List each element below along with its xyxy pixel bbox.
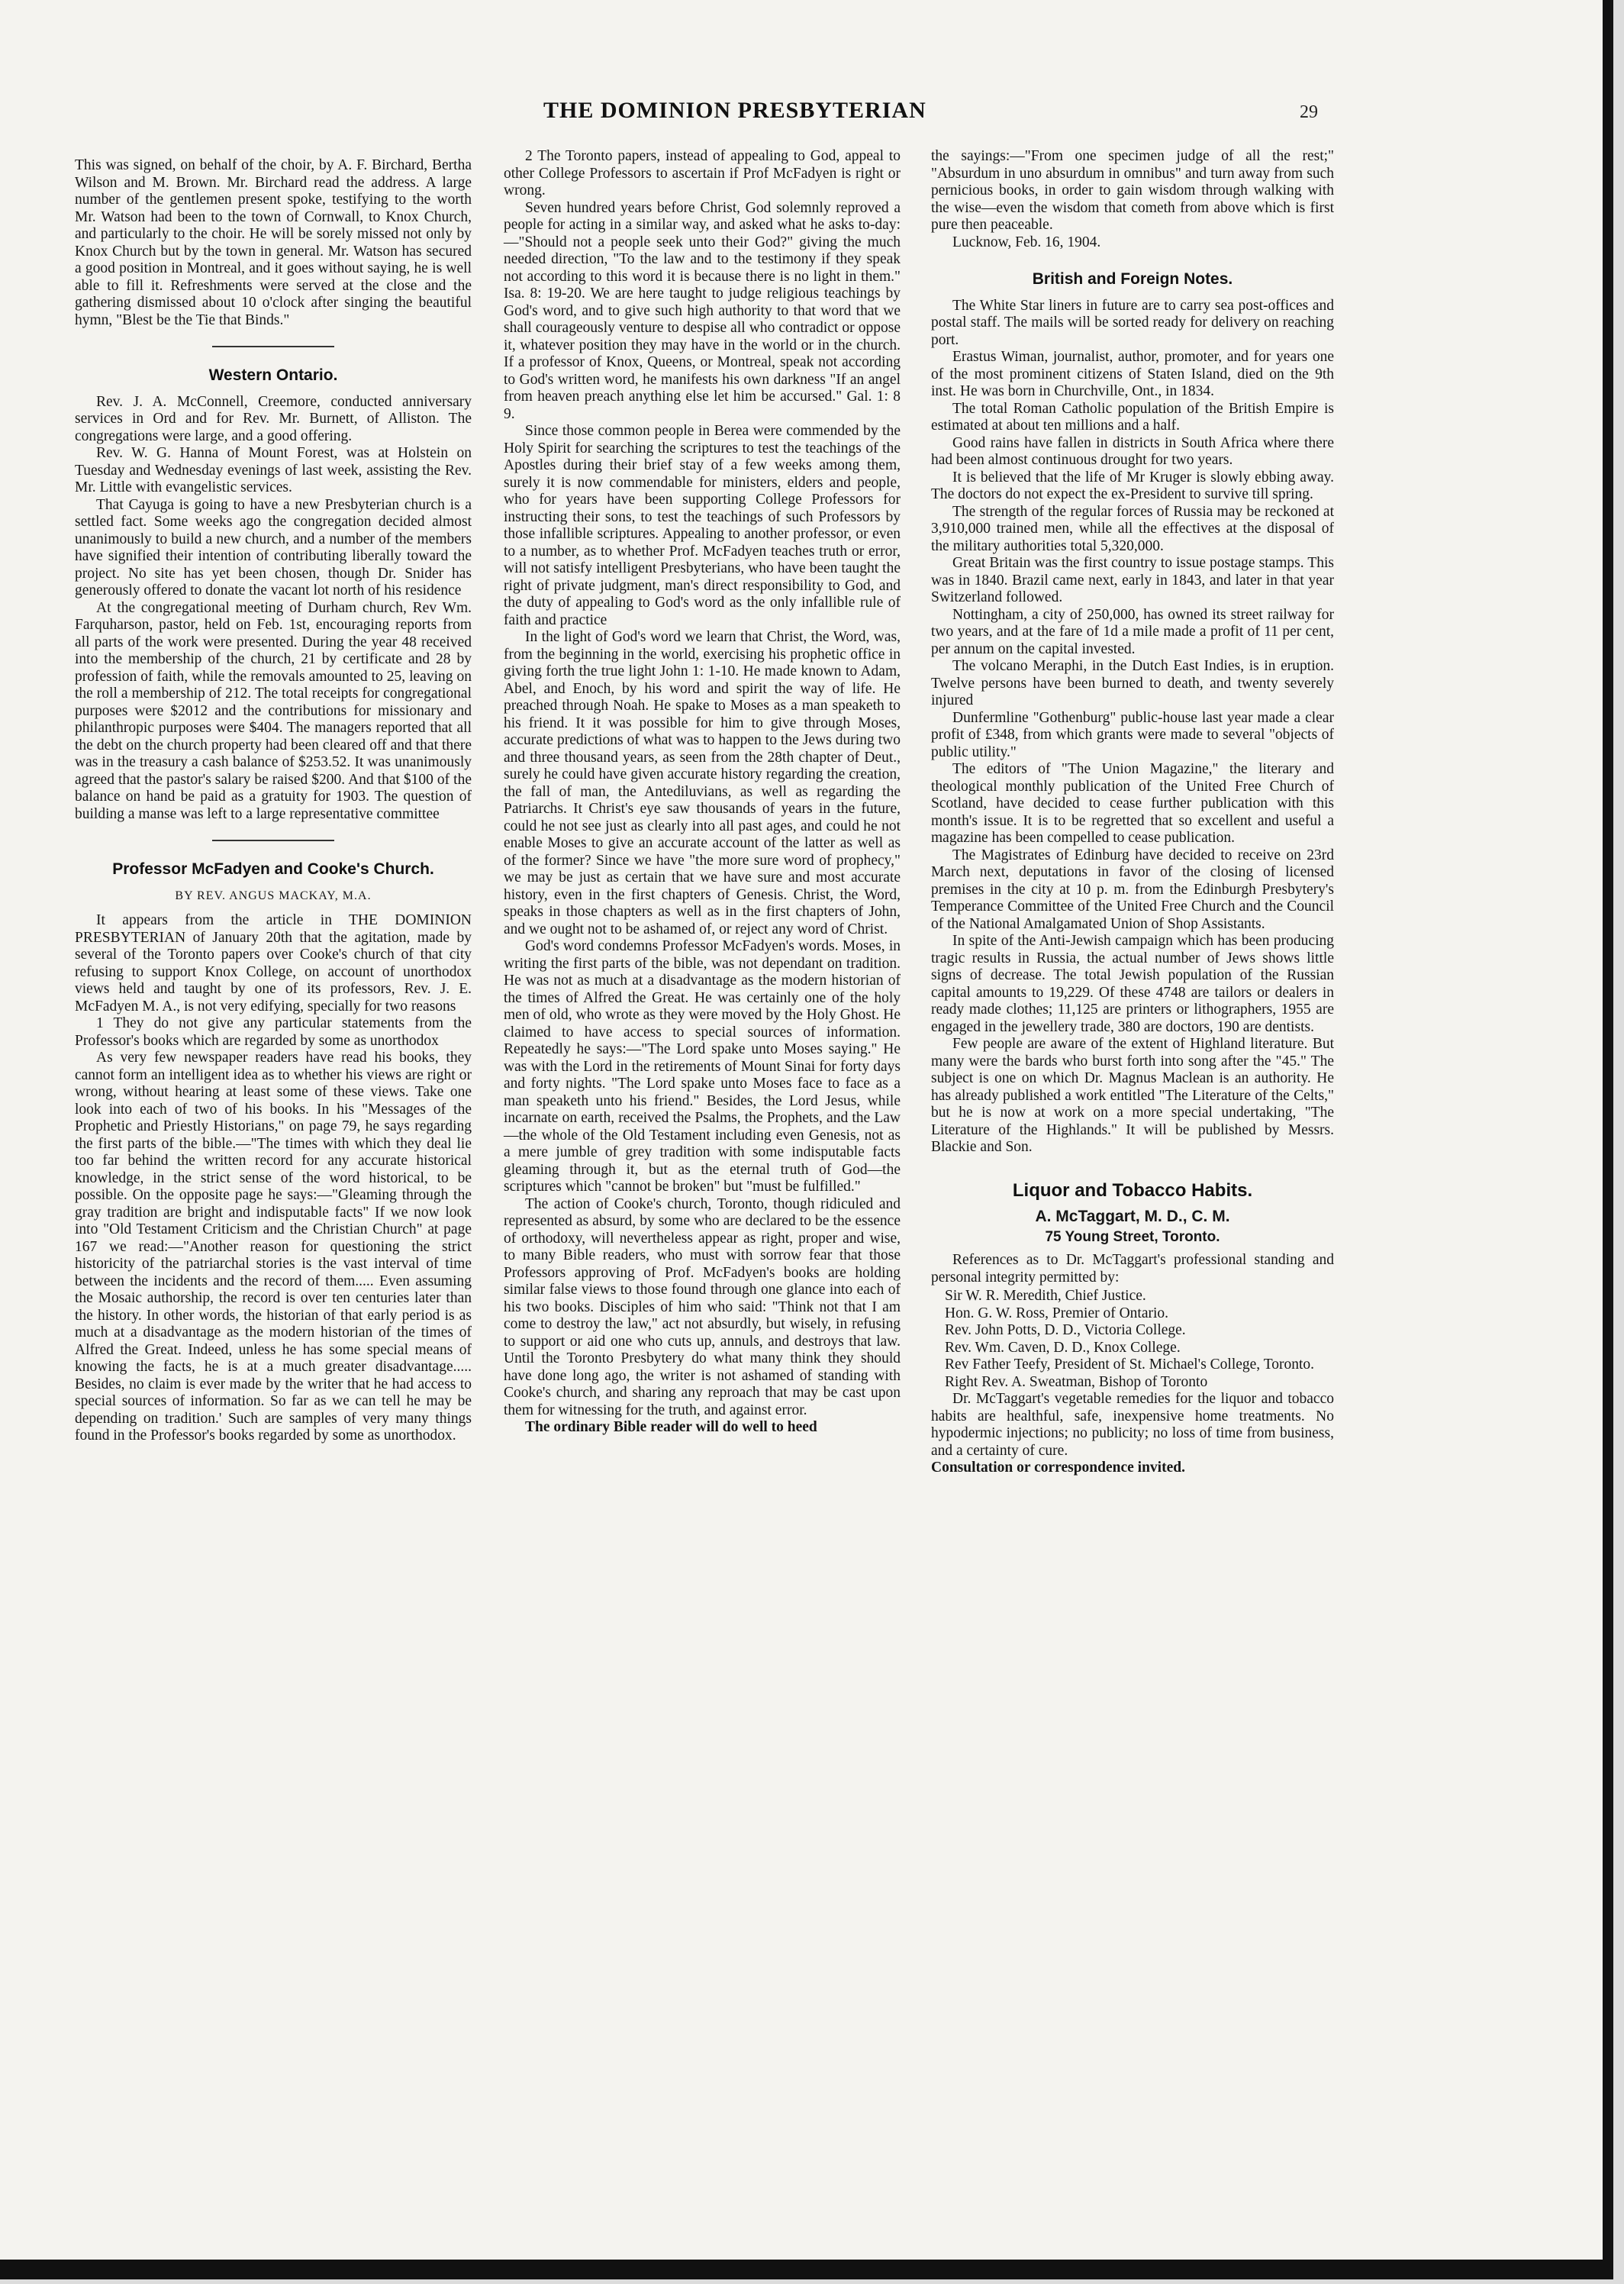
note: Few people are aware of the extent of Highland literature. But many were the bards who burst forth into song after the "45." The subject is one on which Dr. Magnus Maclean is an authority. He has already published a work entitled "The Literature of the Celts," but he is now at work on a more special undertaking, "The Literature of the Highlands." It will be published by Messrs. Blackie and Son. [931,1036,1334,1155]
note: The strength of the regular forces of Russia may be reckoned at 3,910,000 trained men, while all the effectives at the disposal of the military authorities total 5,320,000. [931,503,1334,554]
page-number: 29 [1300,102,1318,122]
paragraph: 2 The Toronto papers, instead of appealing to God, appeal to other College Professors to ascertain if Prof McFadyen is right or wrong. [504,148,901,198]
continuation-paragraph: the sayings:—"From one specimen judge of all the rest;" "Absurdum in uno absurdum in omnibus" and turn away from such pernicious books, in order to gain wisdom through walking with the wise—even the wisdom that cometh from above which is first pure then peaceable. [931,148,1334,233]
note: Erastus Wiman, journalist, author, promoter, and for years one of the most prominent citizens of Staten Island, died on the 9th inst. He was born in Churchville, Ont., in 1834. [931,349,1334,399]
divider-rule [212,346,334,347]
article-title-mcfadyen: Professor McFadyen and Cooke's Church. [112,860,434,878]
paragraph: As very few newspaper readers have read his books, they cannot form an intelligent idea as to whether his views are right or wrong, without hearing at least some of these views. Take one look into each of two of his books. In his "Messages of the Prophetic and Priestly Historians," on page 79, he says regarding the first parts of the bible.—"The times with which they deal lie too far behind the written record for any accurate historical knowledge, in the strict sense of the word historical, to be possible. On the opposite page he says:—"Gleaming through the gray tradition are bright and indisputable facts" If we now look into "Old Testament Criticism and the Christian Church" at page 167 we read:—"Another reason for questioning the strict historicity of the patriarchal stories is the vast interval of time between the incidents and the record of them..... Even assuming the Mosaic authorship, the record is over ten centuries later than the history. In other words, the historian of that early period is as much at a disadvantage as the modern historian of the times of Alfred the Great. Indeed, unless he has some special means of knowing the facts, he is at a much greater disadvantage..... Besides, no claim is ever made by the writer that he had access to special sources of information. So far as we can tell he may be depending on tradition.' Such are samples of very many things found in the Professor's books regarded by some as unorthodox. [75,1050,472,1444]
column-2 [504,148,901,1437]
ad-reference: Sir W. R. Meredith, Chief Justice. [945,1288,1146,1304]
dateline: Lucknow, Feb. 16, 1904. [952,234,1101,250]
section-title-western-ontario: Western Ontario. [208,366,338,384]
paragraph: 1 They do not give any particular statements from the Professor's books which are regarded by some as unorthodox [75,1015,472,1049]
masthead-title: THE DOMINION PRESBYTERIAN [543,98,926,123]
ad-reference: Rev. John Potts, D. D., Victoria College. [945,1322,1186,1338]
note: The Magistrates of Edinburg have decided to receive on 23rd March next, deputations in favor of the closing of licensed premises in the city at 10 p. m. from the Edinburgh Presbytery's Temperance Committee of the United Free Church and the Council of the National Amalgamated Union of Shop Assistants. [931,847,1334,932]
ad-intro: References as to Dr. McTaggart's professional standing and personal integrity permitted by: [931,1252,1334,1286]
paragraph: God's word condemns Professor McFadyen's words. Moses, in writing the first parts of the bible, was not dependant on tradition. He was not as much at a disadvantage as the modern historian of the times of Alfred the Great. He was certainly one of the holy men of old, who wrote as they were moved by the Holy Ghost. He claimed to have access to special sources of information. Repeatedly he says:—"The Lord spake unto Moses saying." He was with the Lord in the retirements of Mount Sinai for forty days and forty nights. "The Lord spake unto Moses face to face as a man speaketh unto his friend." Besides, the Lord Jesus, while incarnate on earth, received the Psalms, the Prophets, and the Law—the whole of the Old Testament including even Genesis, not as a mere jumble of grey tradition with some indisputable facts gleaming through it, but as the eternal truth of God—the scriptures which "cannot be broken" but "must be fulfilled." [504,938,901,1195]
ad-address: 75 Young Street, Toronto. [1045,1228,1220,1245]
note: The White Star liners in future are to carry sea post-offices and postal staff. The mails will be sorted ready for delivery on reaching port. [931,297,1334,348]
ad-reference: Right Rev. A. Sweatman, Bishop of Toronto [945,1373,1208,1390]
paragraph: Seven hundred years before Christ, God solemnly reproved a people for acting in a similar way, and asked what he asks to-day:—"Should not a people seek unto their God?" giving the much needed direction, "To the law and to the testimony if they speak not according to this word it is because there is no light in them." Isa. 8: 19-20. We are here taught to judge religious teachings by God's word, and to give such high authority to that word that we shall courageously venture to despise all who contradict or oppose it, whatever position they may have in the world or in the church. If a professor of Knox, Queens, or Montreal, speak not according to God's written word, he manifests his own darkness "If an angel from heaven preach anything else let him be accursed." Gal. 1: 8 9. [504,199,901,422]
paragraph: Rev. W. G. Hanna of Mount Forest, was at Holstein on Tuesday and Wednesday evenings of last week, assisting the Rev. Mr. Little with evangelistic services. [75,445,472,495]
closing-line: The ordinary Bible reader will do well to heed [525,1419,817,1435]
paragraph: At the congregational meeting of Durham church, Rev Wm. Farquharson, pastor, held on Feb. 1st, encouraging reports from all parts of the work were presented. During the year 48 received into the membership of the church, 21 by certificate and 28 by profession of faith, while the removals amounted to 25, leaving on the roll a membership of 212. The total receipts for congregational purposes were $2012 and the contributions for missionary and philanthropic purposes were $404. The managers reported that all the debt on the church property had been cleared off and that there was in the treasury a cash balance of $253.52. It was unanimously agreed that the pastor's salary be raised $200. And that $100 of the balance on hand be paid as a gratuity for 1903. The question of building a manse was left to a large representative committee [75,599,472,822]
ad-reference: Rev. Wm. Caven, D. D., Knox College. [945,1339,1181,1356]
note: Dunfermline "Gothenburg" public-house last year made a clear profit of £348, from which grants were made to several "objects of public utility." [931,709,1334,760]
note: Great Britain was the first country to issue postage stamps. This was in 1840. Brazil came next, early in 1843, and later in that year Switzerland followed. [931,555,1334,605]
ad-closing: Consultation or correspondence invited. [931,1460,1185,1476]
note: The total Roman Catholic population of the British Empire is estimated at about ten millions and a half. [931,400,1334,434]
note: The editors of "The Union Magazine," the literary and theological monthly publication of the United Free Church of Scotland, have decided to cease further publication with this month's issue. It is to be regretted that so excellent and useful a magazine has been compelled to cease publication. [931,761,1334,846]
note: In spite of the Anti-Jewish campaign which has been producing tragic results in Russia, the actual number of Jews shows little signs of decrease. The total Jewish population of the Russian capital amounts to 19,229. Of these 4748 are tailors or dealers in ready made clothes; 11,125 are printers or lithographers, 1955 are engaged in the jewellery trade, 380 are doctors, 190 are dentists. [931,933,1334,1035]
ad-reference: Rev Father Teefy, President of St. Michael's College, Toronto. [945,1357,1315,1373]
paragraph: That Cayuga is going to have a new Presbyterian church is a settled fact. Some weeks ago the congregation decided almost unanimously to build a new church, and a number of the members have signified their intention of contributing liberally toward the project. No site has yet been chosen, though Dr. Snider has generously offered to donate the vacant lot north of his residence [75,496,472,598]
paragraph: In the light of God's word we learn that Christ, the Word, was, from the beginning in the world, exercising his prophetic office in giving forth the true light John 1: 1-10. He made known to Adam, Abel, and Enoch, by his word and spirit the way of life. He preached through Noah. He spake to Moses as a man speaketh to his friend. It it was possible for him to give through Moses, accurate predictions of what was to happen to the Jews during two and three thousand years, as seen from the 28th chapter of Deut., surely he could have given accurate history regarding the creation, the fall of man, the Antediluvians, as well as regarding the Patriarchs. It Christ's eye saw thousands of years in the future, could he not see just as clearly into all past ages, and could he not enable Moses to give an accurate account of the latter as well as of the former? Since we have "the more sure word of prophecy," we may be just as certain that we have sure and most accurate history, even in the first chapters of Genesis. Christ, the Word, speaks in those chapters as well as in the first chapters of John, and we ought not to be ashamed of, or reject any word of Christ. [504,629,901,937]
note: Good rains have fallen in districts in South Africa where there had been almost continuous drought for two years. [931,434,1334,468]
ad-doctor-name: A. McTaggart, M. D., C. M. [1035,1208,1230,1225]
note: It is believed that the life of Mr Kruger is slowly ebbing away. The doctors do not expect the ex-President to survive till spring. [931,469,1334,502]
choir-paragraph: This was signed, on behalf of the choir, by A. F. Birchard, Bertha Wilson and M. Brown. Mr. Birchard read the address. A large number of the gentlemen present spoke, testifying to the worth Mr. Watson had been to the town of Cornwall, to Knox Church, and particularly to the choir. He will be sorely missed not only by Knox Church but by the town in general. Mr. Watson has secured a good position in Montreal, and it goes without saying, he is well able to fill it. Refreshments were served at the close and the gathering dismissed about 10 o'clock after singing the beautiful hymn, "Blest be the Tie that Binds." [75,157,472,328]
page-header [76,98,1374,128]
column-3 [931,148,1334,1477]
divider-rule [212,840,334,841]
paragraph: Since those common people in Berea were commended by the Holy Spirit for searching the scriptures to test the teachings of the Apostles during their brief stay of a few weeks among them, surely it is now commendable for ministers, elders and people, who for years have been supporting College Professors for instructing their sons, to test the teachings of such Professors by those infallible scriptures. Appealing to another professor, or even to a number, as to whether Prof. McFadyen teaches truth or error, will not satisfy intelligent Presbyterians, who have been taught the right of private judgment, man's direct responsibility to God, and the duty of appealing to God's word as the only infallible rule of faith and practice [504,423,901,628]
paragraph: The action of Cooke's church, Toronto, though ridiculed and represented as absurd, by some who are declared to be the essence of orthodoxy, will nevertheless appear as right, proper and wise, to many Bible readers, who must with sorrow fear that those Professors approving of Prof. McFadyen's books are holding similar false views to those found through one glance into each of his two books. Disciples of him who said: "Think not that I am come to destroy the law," act not absurdly, but wisely, in refusing to support or aid one who cuts up, annuls, and destroys that law. Until the Toronto Presbytery do what many think they should have done long ago, the writer is not ashamed of standing with Cooke's church, and sharing any reproach that may be cast upon them for witnessing for the truth, and against error. [504,1195,901,1418]
note: Nottingham, a city of 250,000, has owned its street railway for two years, and at the fare of 1d a mile made a profit of 11 per cent, per annum on the capital invested. [931,606,1334,657]
ad-body: Dr. McTaggart's vegetable remedies for the liquor and tobacco habits are healthful, safe, inexpensive home treatments. No hypodermic injections; no publicity; no loss of time from business, and a certainty of cure. [931,1391,1334,1459]
advertisement [931,1179,1334,1477]
section-title-british-foreign: British and Foreign Notes. [1032,270,1233,288]
ad-title: Liquor and Tobacco Habits. [1012,1179,1253,1201]
paragraph: It appears from the article in THE DOMINION PRESBYTERIAN of January 20th that the agitation, made by several of the Toronto papers over Cooke's church of that city refusing to support Knox College, on account of unorthodox views held and taught by one of its professors, Rev. J. E. McFadyen M. A., is not very edifying, specially for two reasons [75,912,472,1015]
note: The volcano Meraphi, in the Dutch East Indies, is in eruption. Twelve persons have been burned to death, and twenty severely injured [931,658,1334,708]
ad-reference: Hon. G. W. Ross, Premier of Ontario. [945,1305,1169,1321]
article-byline: BY REV. ANGUS MACKAY, M.A. [175,889,372,902]
column-1 [75,157,472,1445]
ad-reference-list [931,1288,1334,1391]
paragraph: Rev. J. A. McConnell, Creemore, conducted anniversary services in Ord and for Rev. Mr. Burnett, of Alliston. The congregations were large, and a good offering. [75,393,472,444]
